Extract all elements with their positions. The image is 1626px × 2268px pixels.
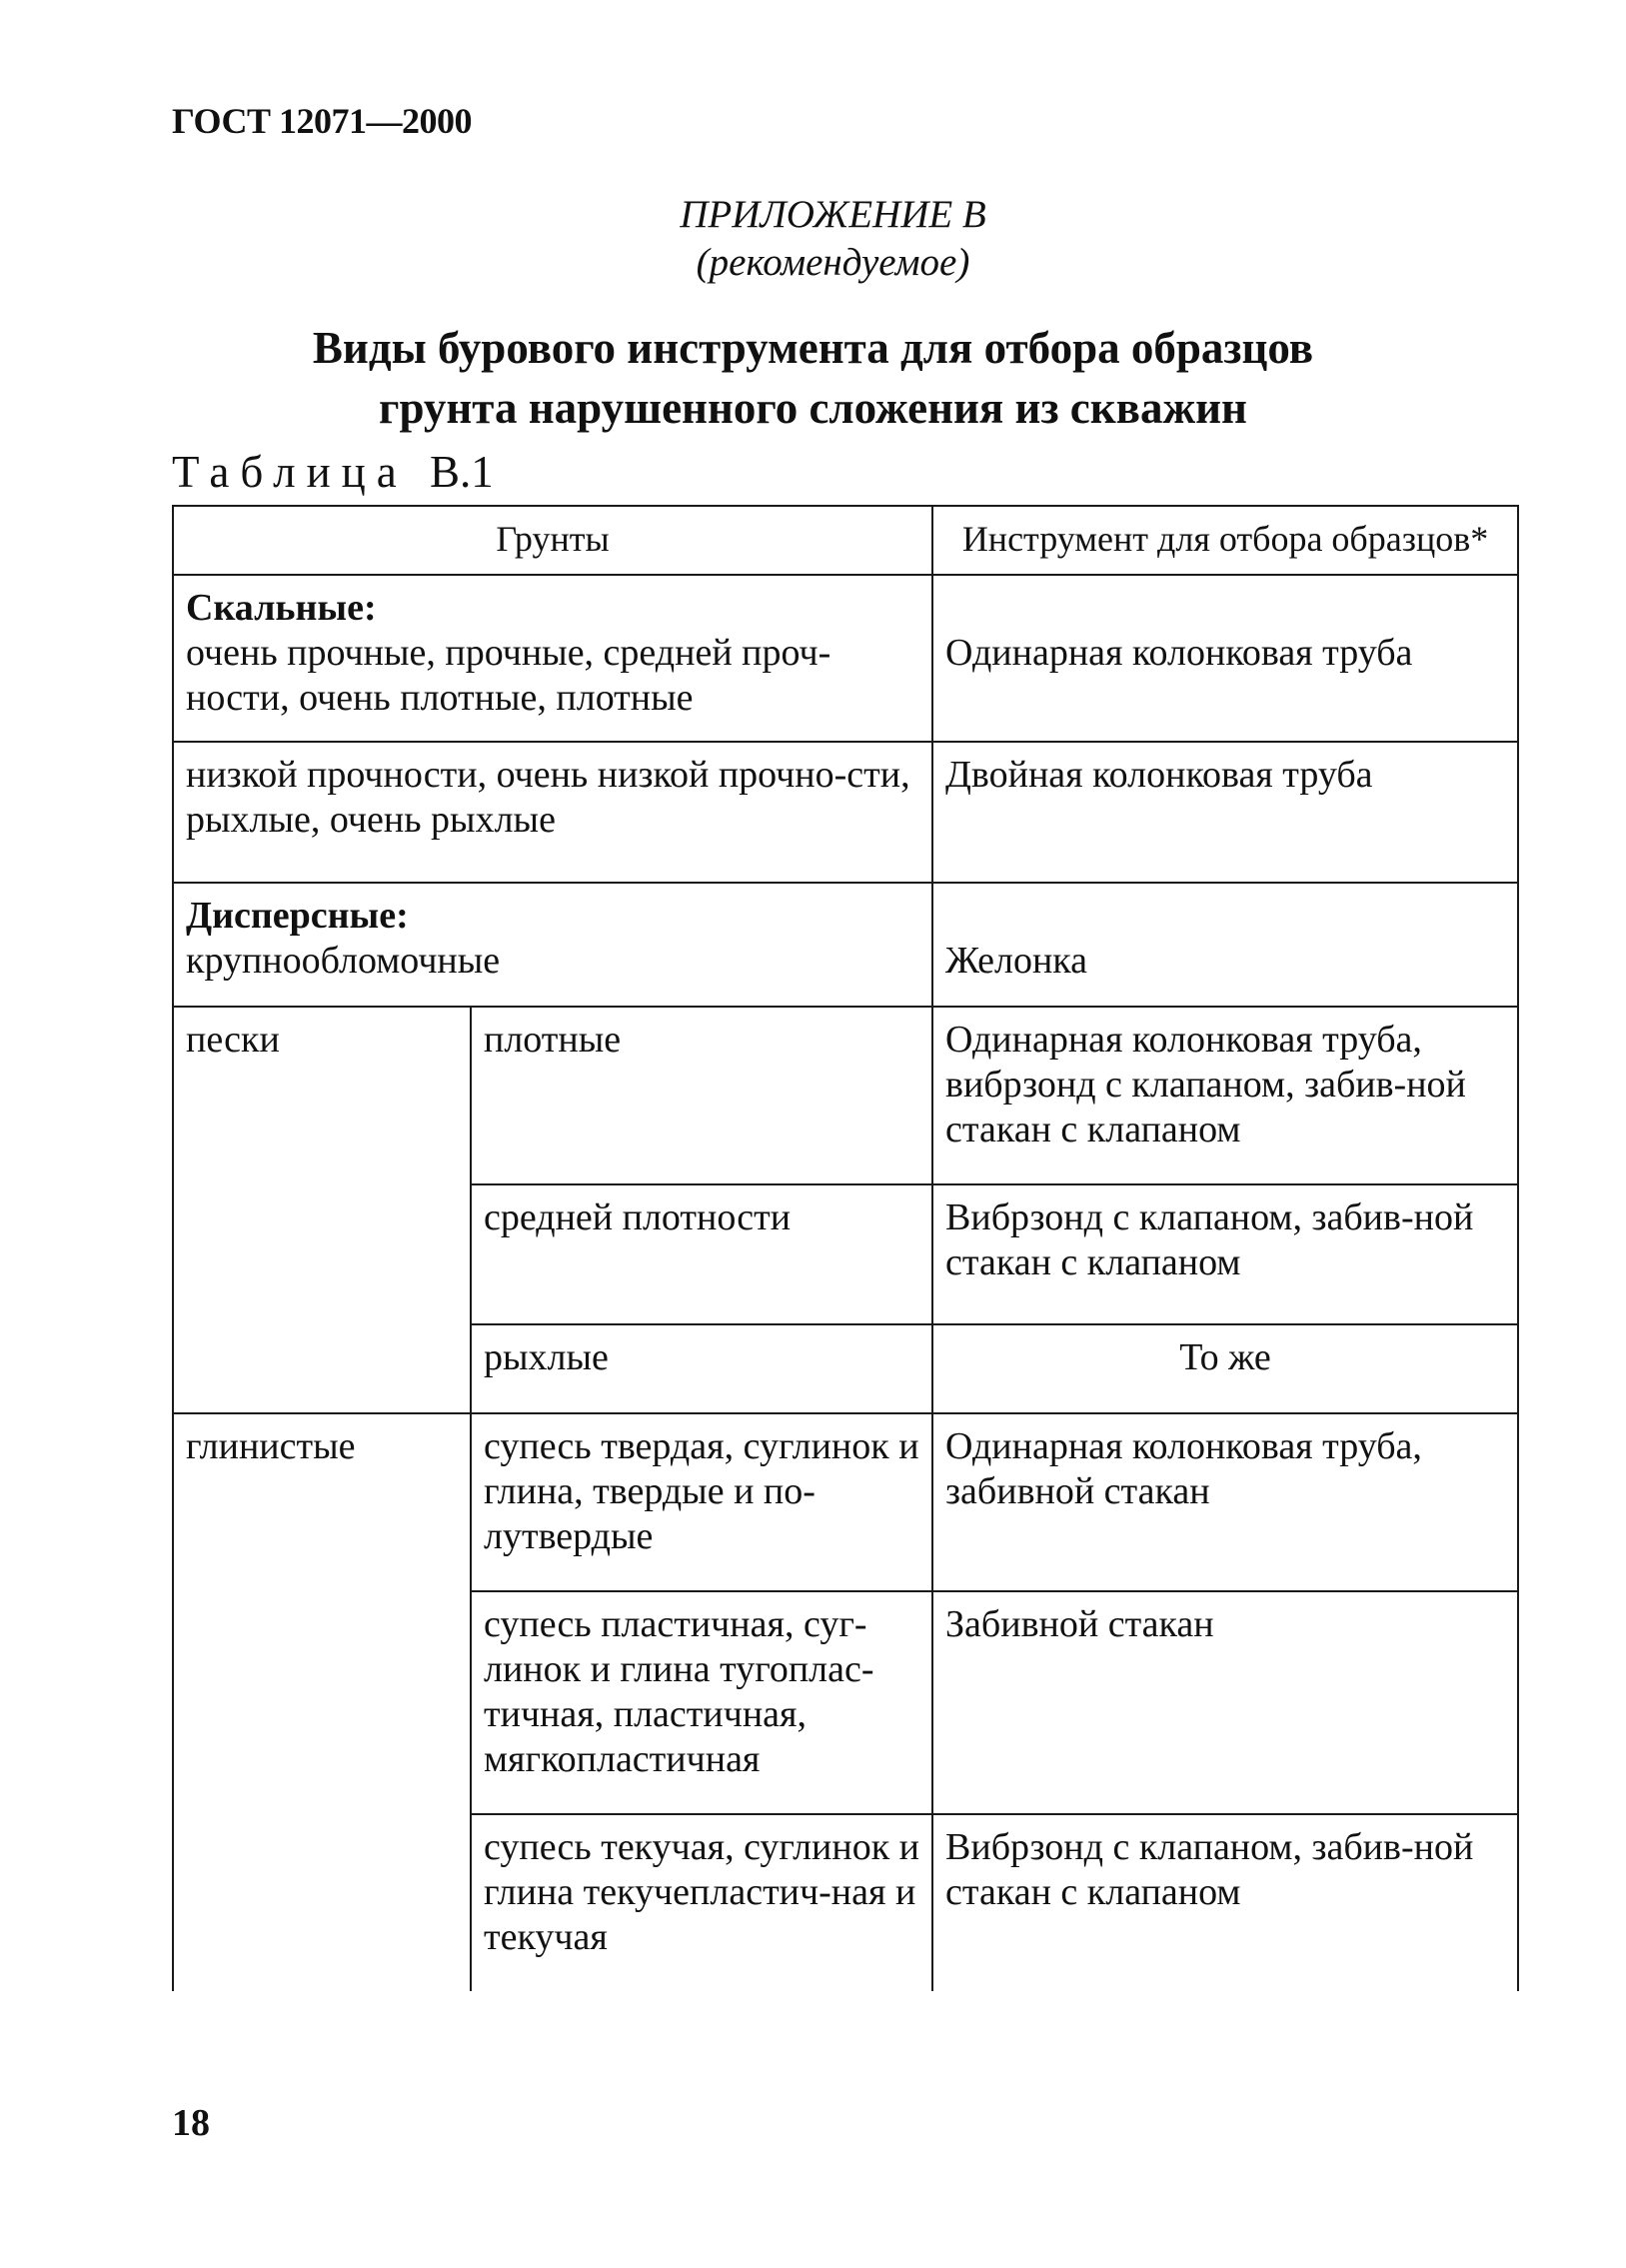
table-caption-word: Таблица (172, 447, 408, 497)
soil-subtype-cell: супесь твердая, суглинок и глина, твердые и по-лутвердые (471, 1413, 932, 1591)
soil-tool-table (172, 505, 1519, 1991)
soil-description: очень прочные, прочные, средней проч-ности, очень плотные, плотные (186, 632, 831, 719)
soil-subtype-cell: супесь текучая, суглинок и глина текучепластич-ная и текучая (471, 1814, 932, 1991)
soil-cell: низкой прочности, очень низкой прочно-сти, рыхлые, очень рыхлые (173, 742, 932, 883)
tool-cell: Вибрзонд с клапаном, забив-ной стакан с клапаном (932, 1184, 1518, 1324)
table-caption (172, 446, 494, 498)
soil-subtype-cell: средней плотности (471, 1184, 932, 1324)
tool-description: Одинарная колонковая труба (945, 632, 1413, 674)
soil-subtype-cell: супесь пластичная, суг-линок и глина тугоплас-тичная, пластичная, мягкопластичная (471, 1591, 932, 1814)
tool-cell: То же (932, 1324, 1518, 1413)
tool-cell: Забивной стакан (932, 1591, 1518, 1814)
table-header-row (173, 506, 1518, 575)
tool-cell (932, 883, 1518, 1007)
table-row (173, 742, 1518, 883)
tool-cell: Одинарная колонковая труба, вибрзонд с клапаном, забив-ной стакан с клапаном (932, 1007, 1518, 1184)
tool-description: Желонка (945, 940, 1088, 982)
title-line-1: Виды бурового инструмента для отбора образцов (312, 323, 1314, 373)
column-header-soils: Грунты (173, 506, 932, 575)
soil-subtype-cell: плотные (471, 1007, 932, 1184)
page-title (0, 318, 1626, 438)
table-row (173, 1007, 1518, 1184)
tool-cell (932, 575, 1518, 742)
soil-subtype-cell: рыхлые (471, 1324, 932, 1413)
column-header-tool: Инструмент для отбора образцов* (932, 506, 1518, 575)
title-line-2: грунта нарушенного сложения из скважин (379, 383, 1247, 433)
page-number: 18 (172, 2102, 210, 2144)
soil-type-cell: глинистые (173, 1413, 471, 1991)
table-number: В.1 (429, 447, 494, 497)
tool-cell: Двойная колонковая труба (932, 742, 1518, 883)
table-row (173, 1413, 1518, 1591)
soil-description: крупнообломочные (186, 940, 501, 982)
soil-cell (173, 575, 932, 742)
tool-cell: Одинарная колонковая труба, забивной стакан (932, 1413, 1518, 1591)
soil-cell (173, 883, 932, 1007)
appendix-label: ПРИЛОЖЕНИЕ В (680, 193, 986, 236)
table-row (173, 575, 1518, 742)
document-id: ГОСТ 12071—2000 (172, 101, 472, 141)
soil-type-cell: пески (173, 1007, 471, 1413)
appendix-note: (рекомендуемое) (696, 241, 970, 284)
group-label: Скальные: (186, 587, 377, 629)
group-label: Дисперсные: (186, 895, 409, 937)
table-row (173, 883, 1518, 1007)
tool-cell: Вибрзонд с клапаном, забив-ной стакан с клапаном (932, 1814, 1518, 1991)
